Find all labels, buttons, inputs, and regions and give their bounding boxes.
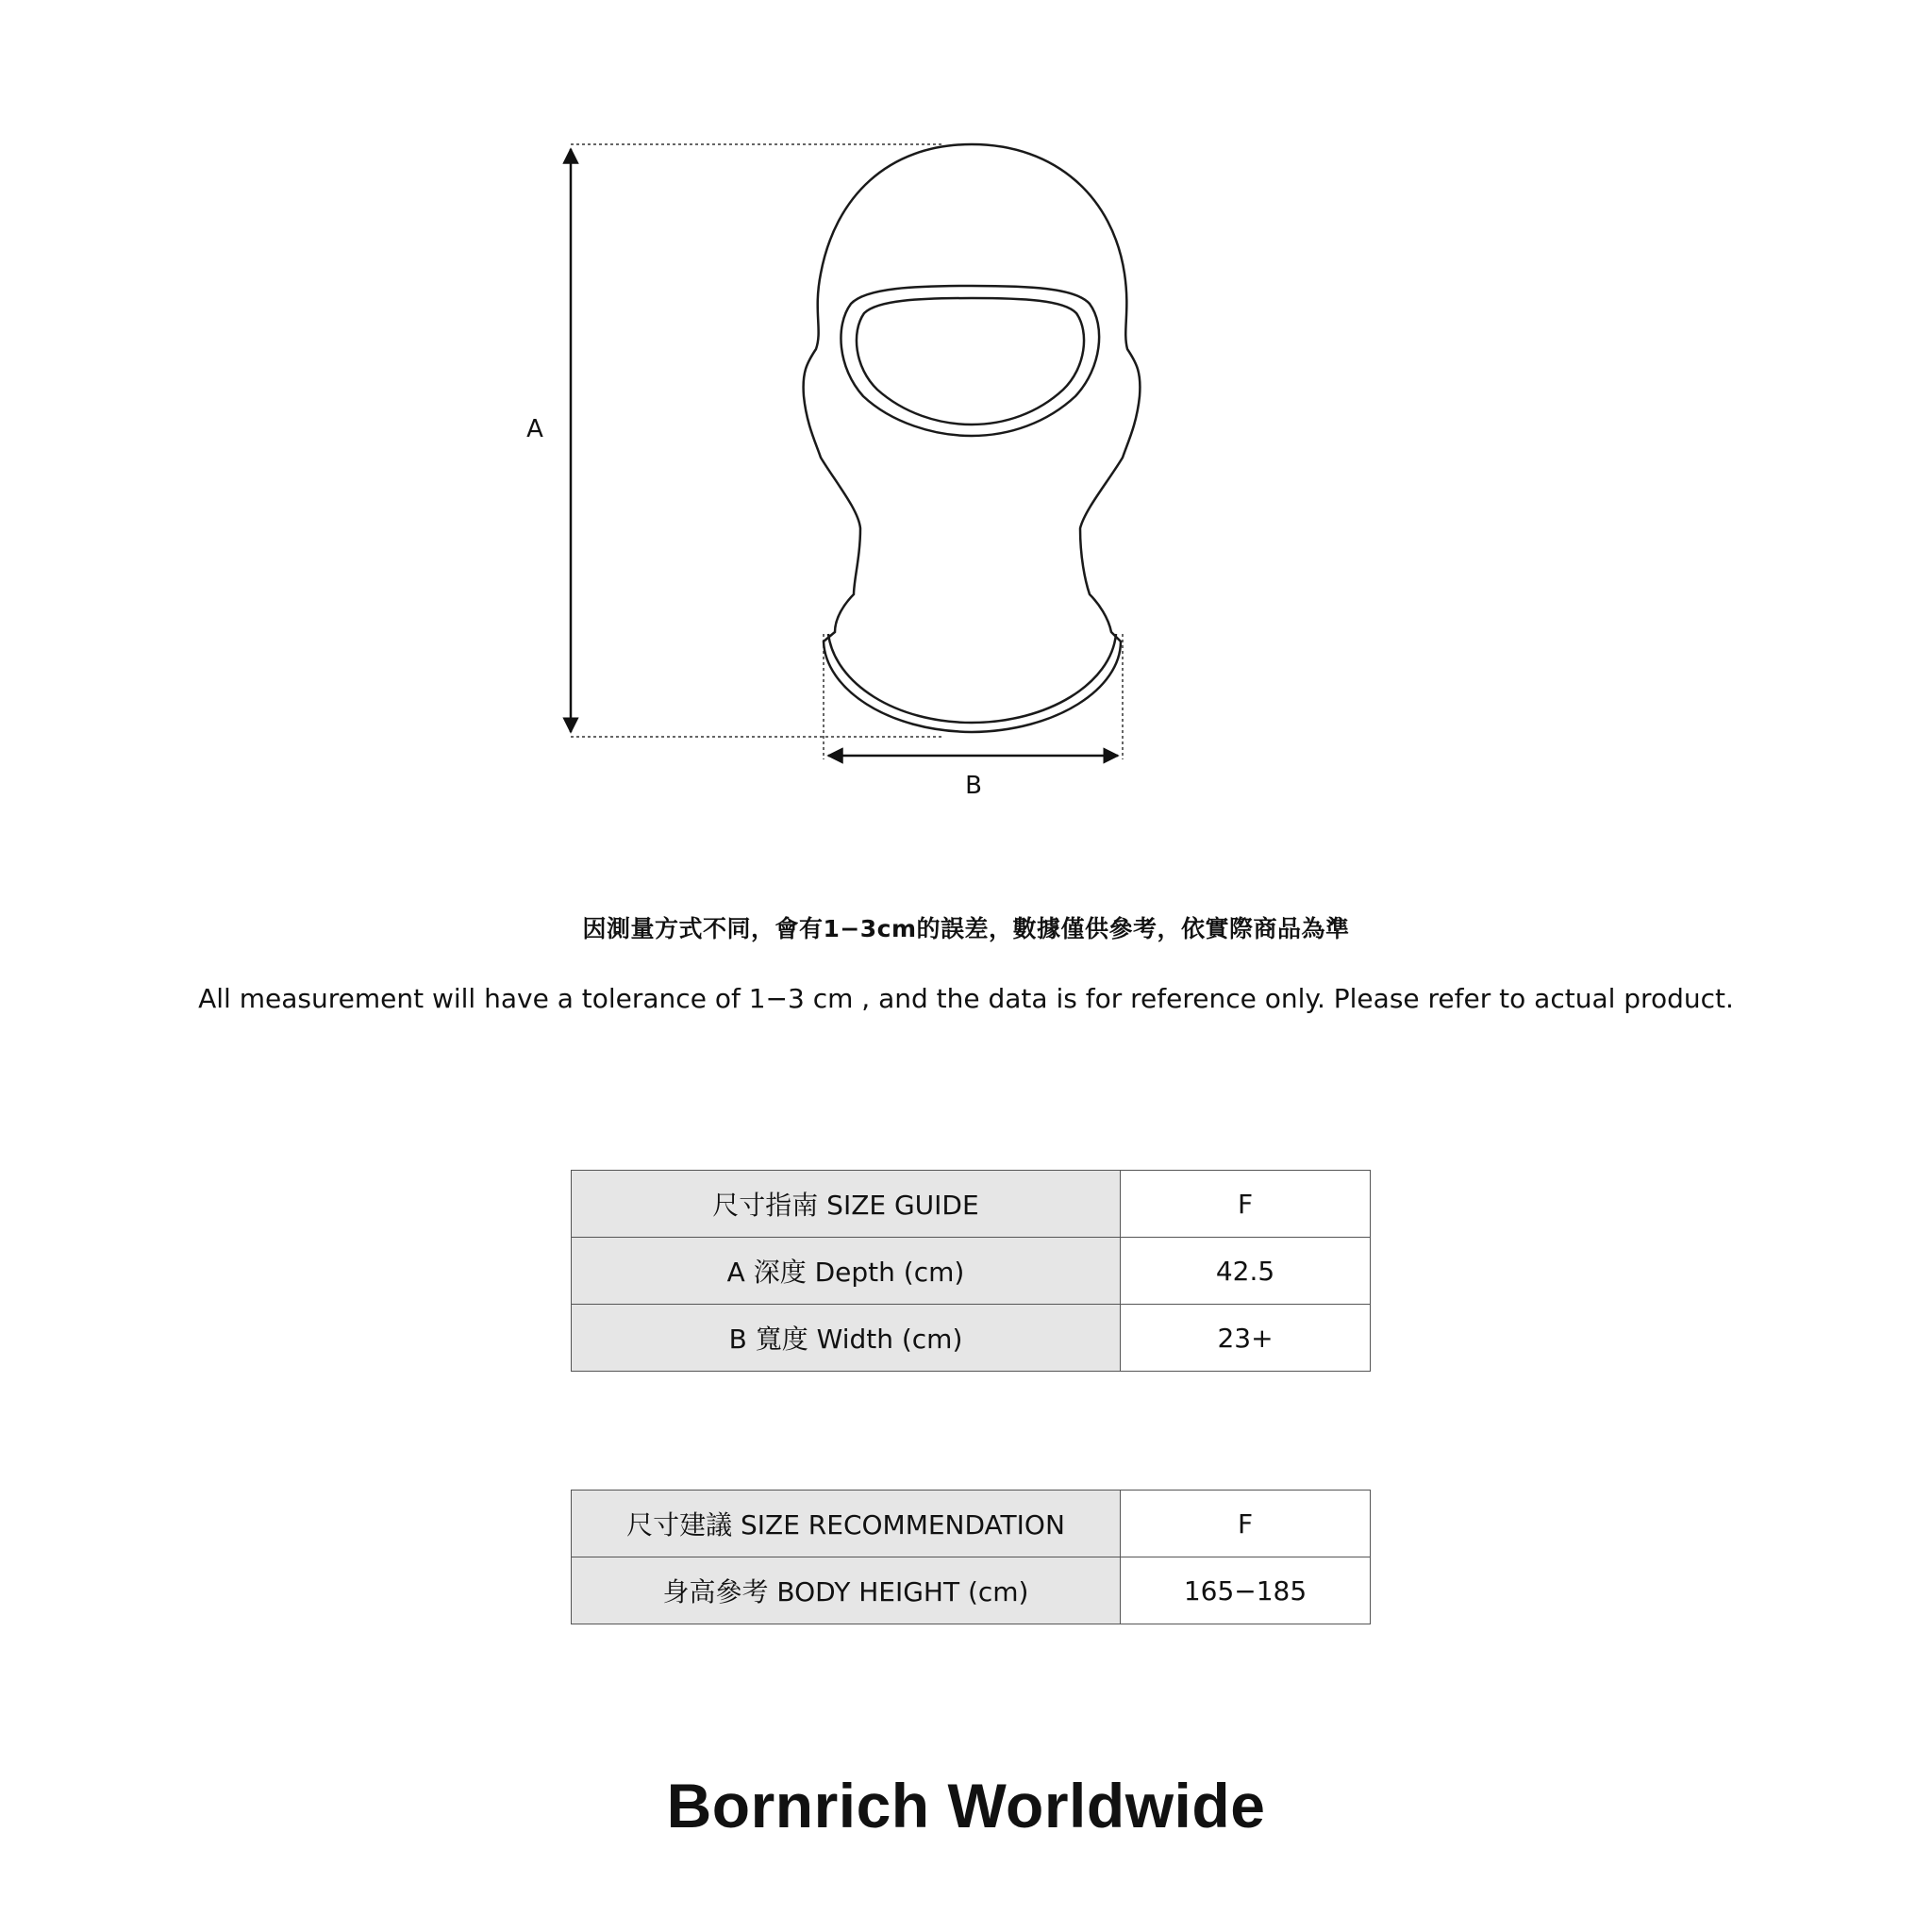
table-row xyxy=(572,1171,1371,1238)
measurement-note-english: All measurement will have a tolerance of 1−3 cm , and the data is for reference only. Please refer to actual product. xyxy=(198,983,1734,1014)
dimension-a-label: A xyxy=(526,415,543,443)
size-recommendation-table xyxy=(571,1490,1371,1624)
size-recommendation-header-label: 尺寸建議 SIZE RECOMMENDATION xyxy=(572,1491,1121,1557)
width-value: 23+ xyxy=(1121,1305,1371,1372)
table-row xyxy=(572,1305,1371,1372)
size-recommendation-header-value: F xyxy=(1121,1491,1371,1557)
dimension-b-label: B xyxy=(965,772,982,800)
size-guide-table xyxy=(571,1170,1371,1372)
dimension-b xyxy=(824,634,1123,800)
table-row xyxy=(572,1491,1371,1557)
body-height-value: 165−185 xyxy=(1121,1557,1371,1624)
measurement-note-chinese: 因測量方式不同，會有1−3cm的誤差，數據僅供參考，依實際商品為準 xyxy=(582,915,1350,942)
table-row xyxy=(572,1557,1371,1624)
body-height-label: 身高參考 BODY HEIGHT (cm) xyxy=(572,1557,1121,1624)
measurement-diagram xyxy=(0,0,1932,849)
size-guide-header-label: 尺寸指南 SIZE GUIDE xyxy=(572,1171,1121,1238)
depth-value: 42.5 xyxy=(1121,1238,1371,1305)
size-guide-header-value: F xyxy=(1121,1171,1371,1238)
dimension-a xyxy=(526,144,943,737)
depth-label: A 深度 Depth (cm) xyxy=(572,1238,1121,1305)
table-row xyxy=(572,1238,1371,1305)
brand-name: Bornrich Worldwide xyxy=(666,1771,1266,1840)
balaclava-outline-icon xyxy=(804,144,1141,732)
width-label: B 寬度 Width (cm) xyxy=(572,1305,1121,1372)
